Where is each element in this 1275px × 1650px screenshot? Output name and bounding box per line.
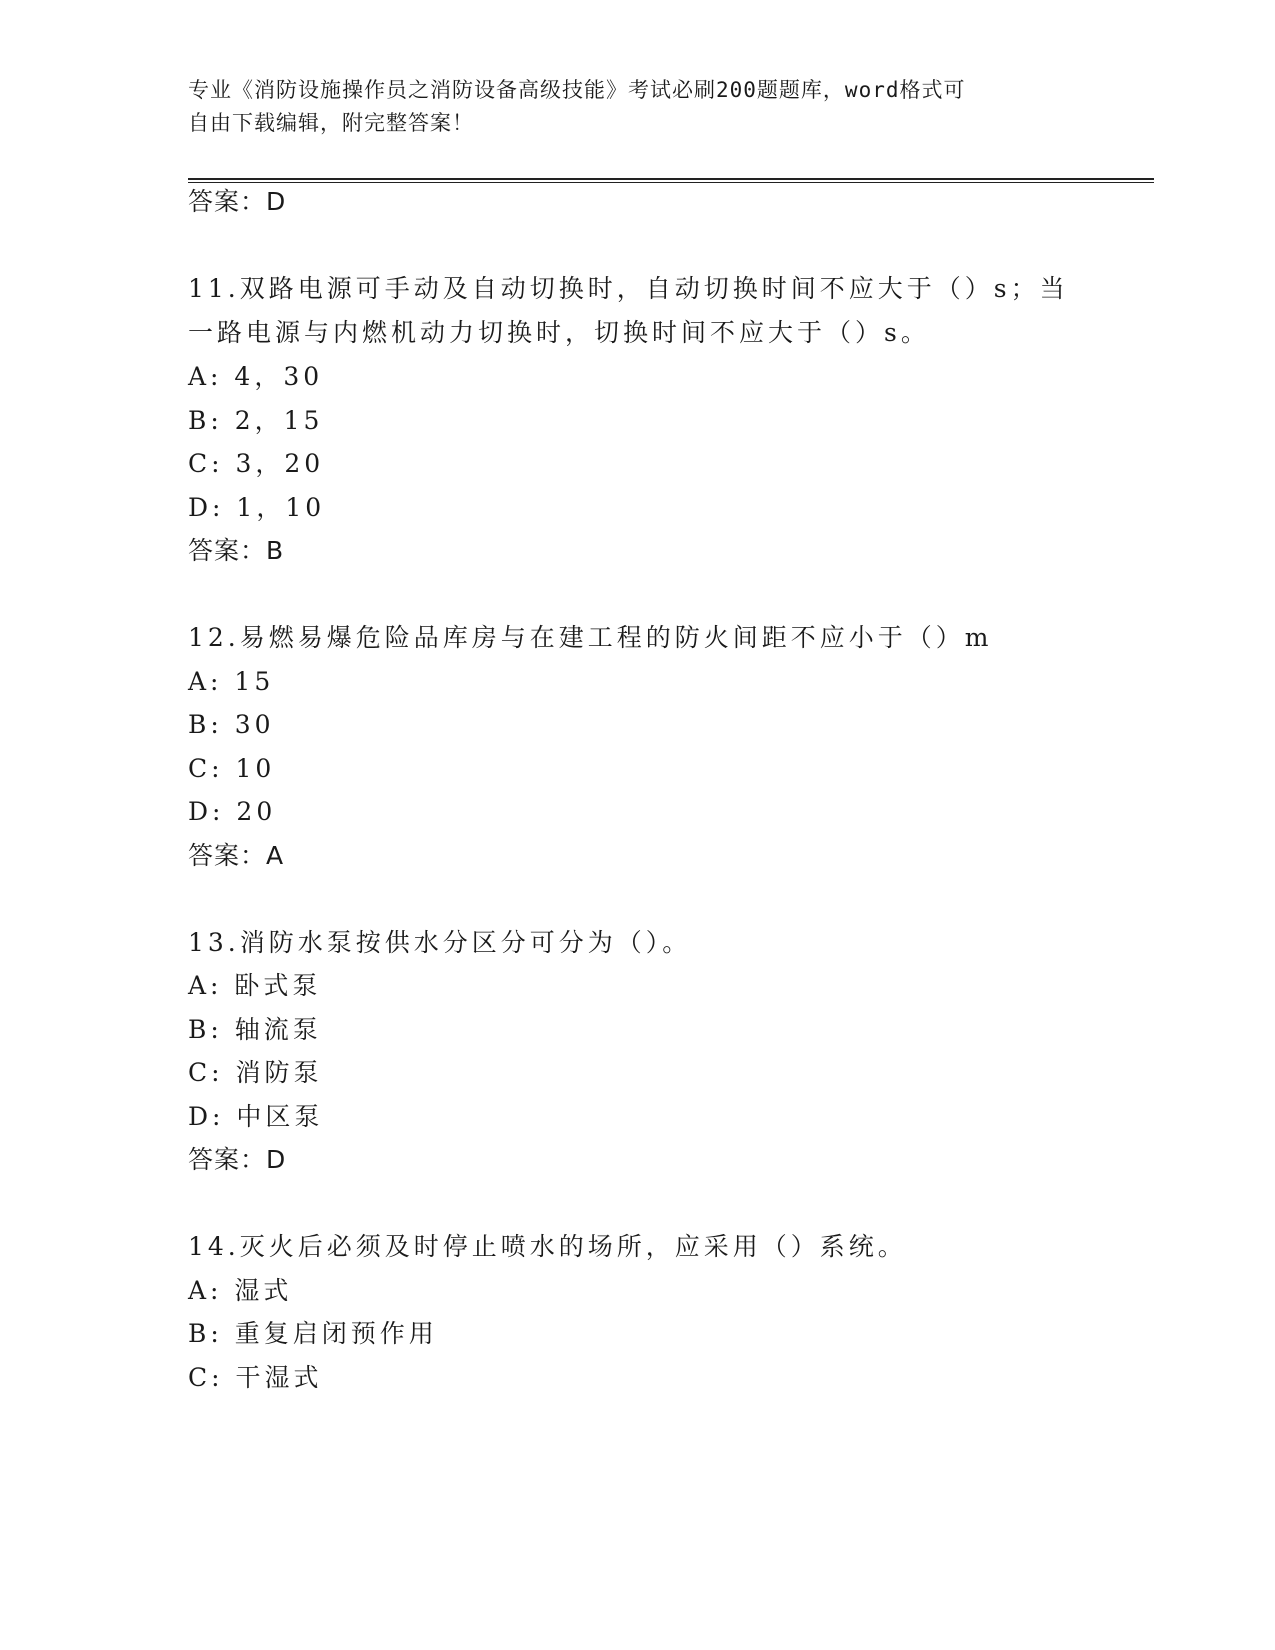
document-header <box>188 74 1068 140</box>
question-13-option-d: D: 中区泵 <box>188 1102 324 1131</box>
question-11-answer: 答案：B <box>188 536 285 565</box>
question-12-option-a: A: 15 <box>188 667 275 696</box>
question-11-option-c: C: 3，20 <box>188 449 325 478</box>
question-14-option-a: A: 湿式 <box>188 1276 293 1305</box>
question-12-stem: 12.易燃易爆危险品库房与在建工程的防火间距不应小于（）m <box>188 623 993 652</box>
question-11-option-a: A: 4，30 <box>188 362 324 391</box>
question-14-option-b: B: 重复启闭预作用 <box>188 1319 438 1348</box>
question-13-option-c: C: 消防泵 <box>188 1058 323 1087</box>
question-13-option-b: B: 轴流泵 <box>188 1015 322 1044</box>
question-14-option-c: C: 干湿式 <box>188 1363 323 1392</box>
question-13-stem: 13.消防水泵按供水分区分可分为（）。 <box>188 928 692 957</box>
header-divider <box>188 178 1154 183</box>
question-12-option-d: D: 20 <box>188 797 277 826</box>
question-12-option-b: B: 30 <box>188 710 275 739</box>
question-14-stem: 14.灭火后必须及时停止喷水的场所，应采用（）系统。 <box>188 1232 907 1261</box>
question-13-answer: 答案：D <box>188 1145 287 1174</box>
header-line-1: 专业《消防设施操作员之消防设备高级技能》考试必刷200题题库，word格式可 <box>188 78 966 102</box>
question-12-answer: 答案：A <box>188 841 285 870</box>
question-13-option-a: A: 卧式泵 <box>188 971 322 1000</box>
question-11-stem-line-2: 一路电源与内燃机动力切换时，切换时间不应大于（）s。 <box>188 318 930 347</box>
previous-answer: 答案：D <box>188 187 287 216</box>
header-line-2: 自由下载编辑，附完整答案！ <box>188 111 474 135</box>
question-11-option-d: D: 1，10 <box>188 493 326 522</box>
question-11-stem-line-1: 11.双路电源可手动及自动切换时，自动切换时间不应大于（）s；当 <box>188 274 1069 303</box>
question-12-option-c: C: 10 <box>188 754 276 783</box>
question-11-option-b: B: 2，15 <box>188 406 324 435</box>
